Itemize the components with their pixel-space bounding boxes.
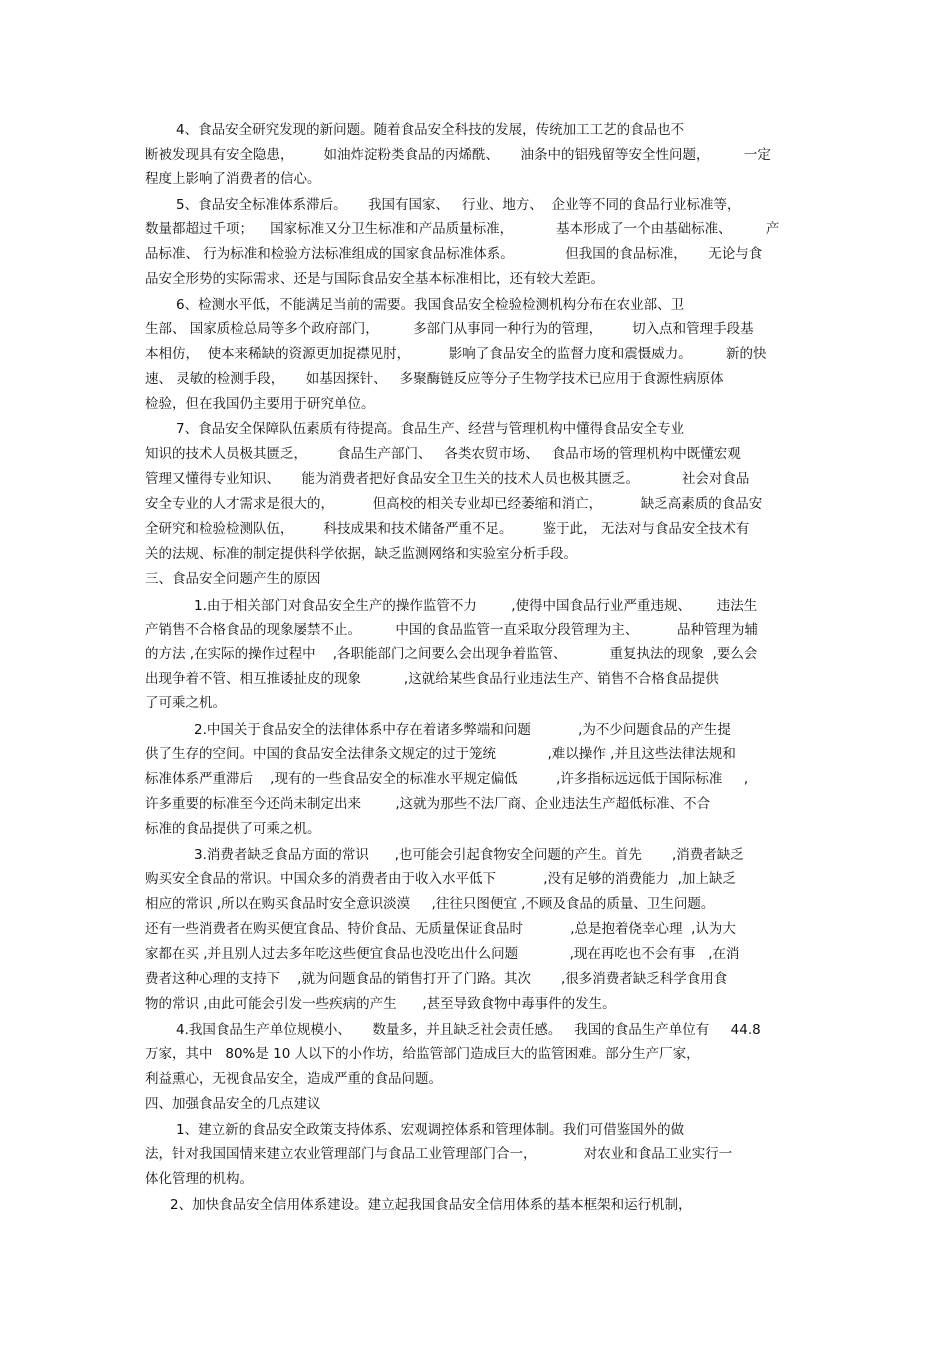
paragraph-line: 速、 灵敏的检测手段， 如基因探针、 多聚酶链反应等分子生物学技术已应用于食源性病原体 — [145, 371, 724, 387]
paragraph-line: 产销售不合格食品的现象屡禁不止。 中国的食品监管一直采取分段管理为主、 品种管理为辅 — [145, 622, 758, 638]
paragraph-line: 物的常识 ,由此可能会引发一些疾病的产生 ,甚至导致食物中毒事件的发生。 — [145, 996, 616, 1012]
paragraph-line: 4、食品安全研究发现的新问题。随着食品安全科技的发展，传统加工工艺的食品也不 — [176, 122, 685, 138]
paragraph-line: 关的法规、标准的制定提供科学依据，缺乏监测网络和实验室分析手段。 — [145, 546, 577, 562]
paragraph-line: 1、建立新的食品安全政策支持体系、宏观调控体系和管理体制。我们可借鉴国外的做 — [176, 1122, 685, 1138]
paragraph-line: 的方法 ,在实际的操作过程中 ,各职能部门之间要么会出现争着监管、 重复执法的现象 ,要么会 — [145, 646, 758, 662]
paragraph-line: 还有一些消费者在购买便宜食品、特价食品、无质量保证食品时 ,总是抱着侥幸心理 ,认为大 — [145, 921, 736, 937]
paragraph-line: 安全专业的人才需求是很大的， 但高校的相关专业却已经萎缩和消亡， 缺乏高素质的食品安 — [145, 496, 763, 512]
paragraph-line: 相应的常识 ,所以在购买食品时安全意识淡漠 ,往往只图便宜 ,不顾及食品的质量、卫生问题。 — [145, 896, 715, 912]
paragraph-line: 本相仿， 使本来稀缺的资源更加捉襟见肘， 影响了食品安全的监督力度和震慑威力。 新的快 — [145, 346, 767, 362]
paragraph-line: 标准的食品提供了可乘之机。 — [145, 821, 321, 837]
paragraph-line: 全研究和检验检测队伍， 科技成果和技术储备严重不足。 鉴于此， 无法对与食品安全技术有 — [145, 521, 750, 537]
paragraph-line: 品安全形势的实际需求、还是与国际食品安全基本标准相比，还有较大差距。 — [145, 271, 604, 287]
paragraph-line: 7、食品安全保障队伍素质有待提高。食品生产、经营与管理机构中懂得食品安全专业 — [176, 421, 685, 437]
paragraph-line: 利益熏心，无视食品安全，造成严重的食品问题。 — [145, 1071, 442, 1087]
paragraph-line: 数量都超过千项； 国家标准又分卫生标准和产品质量标准， 基本形成了一个由基础标准、 产 — [145, 221, 780, 237]
paragraph-line: 体化管理的机构。 — [145, 1171, 253, 1187]
section-heading: 四、加强食品安全的几点建议 — [145, 1096, 321, 1112]
paragraph-line: 知识的技术人员极其匮乏， 食品生产部门、 各类农贸市场、 食品市场的管理机构中既懂宏观 — [145, 446, 741, 462]
paragraph-line: 了可乘之机。 — [145, 695, 226, 711]
paragraph-line: 6、检测水平低，不能满足当前的需要。我国食品安全检验检测机构分布在农业部、卫 — [176, 297, 685, 313]
paragraph-line: 检验，但在我国仍主要用于研究单位。 — [145, 396, 375, 412]
paragraph-line: 供了生存的空间。中国的食品安全法律条文规定的过于笼统 ,难以操作 ,并且这些法律法规和 — [145, 746, 736, 762]
paragraph-line: 2.中国关于食品安全的法律体系中存在着诸多弊端和问题 ,为不少问题食品的产生提 — [194, 722, 731, 738]
paragraph-line: 家都在买 ,并且别人过去多年吃这些便宜食品也没吃出什么问题 ,现在再吃也不会有事 ,在消 — [145, 946, 740, 962]
paragraph-line: 3.消费者缺乏食品方面的常识 ,也可能会引起食物安全问题的产生。首先 ,消费者缺乏 — [194, 847, 744, 863]
paragraph-line: 许多重要的标准至今还尚未制定出来 ,这就为那些不法厂商、企业违法生产超低标准、不合 — [145, 796, 711, 812]
paragraph-line: 1.由于相关部门对食品安全生产的操作监管不力 ,使得中国食品行业严重违规、 违法生 — [194, 598, 758, 614]
paragraph-line: 费者这种心理的支持下 ,就为问题食品的销售打开了门路。其次 ,很多消费者缺乏科学食用食 — [145, 971, 728, 987]
paragraph-line: 购买安全食品的常识。中国众多的消费者由于收入水平低下 ,没有足够的消费能力 ,加上缺乏 — [145, 871, 736, 887]
paragraph-line: 生部、 国家质检总局等多个政府部门， 多部门从事同一种行为的管理， 切入点和管理手段基 — [145, 321, 754, 337]
paragraph-line: 出现争着不管、相互推诿扯皮的现象 ,这就给某些食品行业违法生产、销售不合格食品提供 — [145, 671, 719, 687]
paragraph-line: 管理又懂得专业知识、 能为消费者把好食品安全卫生关的技术人员也极其匮乏。 社会对食品 — [145, 471, 750, 487]
paragraph-line: 程度上影响了消费者的信心。 — [145, 171, 321, 187]
paragraph-line: 法，针对我国国情来建立农业管理部门与食品工业管理部门合一， 对农业和食品工业实行一 — [145, 1146, 733, 1162]
section-heading: 三、食品安全问题产生的原因 — [145, 571, 321, 587]
paragraph-line: 断被发现具有安全隐患， 如油炸淀粉类食品的丙烯酰、 油条中的铝残留等安全性问题， 一定 — [145, 147, 771, 163]
paragraph-line: 2、加快食品安全信用体系建设。建立起我国食品安全信用体系的基本框架和运行机制， — [170, 1197, 692, 1213]
paragraph-line: 4.我国食品生产单位规模小、 数量多，并且缺乏社会责任感。 我国的食品生产单位有 44.8 — [176, 1022, 761, 1038]
paragraph-line: 标准体系严重滞后 ,现有的一些食品安全的标准水平规定偏低 ,许多指标远远低于国际标准 , — [145, 771, 749, 787]
paragraph-line: 万家，其中 80%是 10 人以下的小作坊，给监管部门造成巨大的监管困难。部分生产厂家， — [145, 1046, 700, 1062]
paragraph-line: 品标准、 行为标准和检验方法标准组成的国家食品标准体系。 但我国的食品标准， 无论与食 — [145, 246, 763, 262]
paragraph-line: 5、食品安全标准体系滞后。 我国有国家、 行业、地方、 企业等不同的食品行业标准等， — [176, 197, 741, 213]
